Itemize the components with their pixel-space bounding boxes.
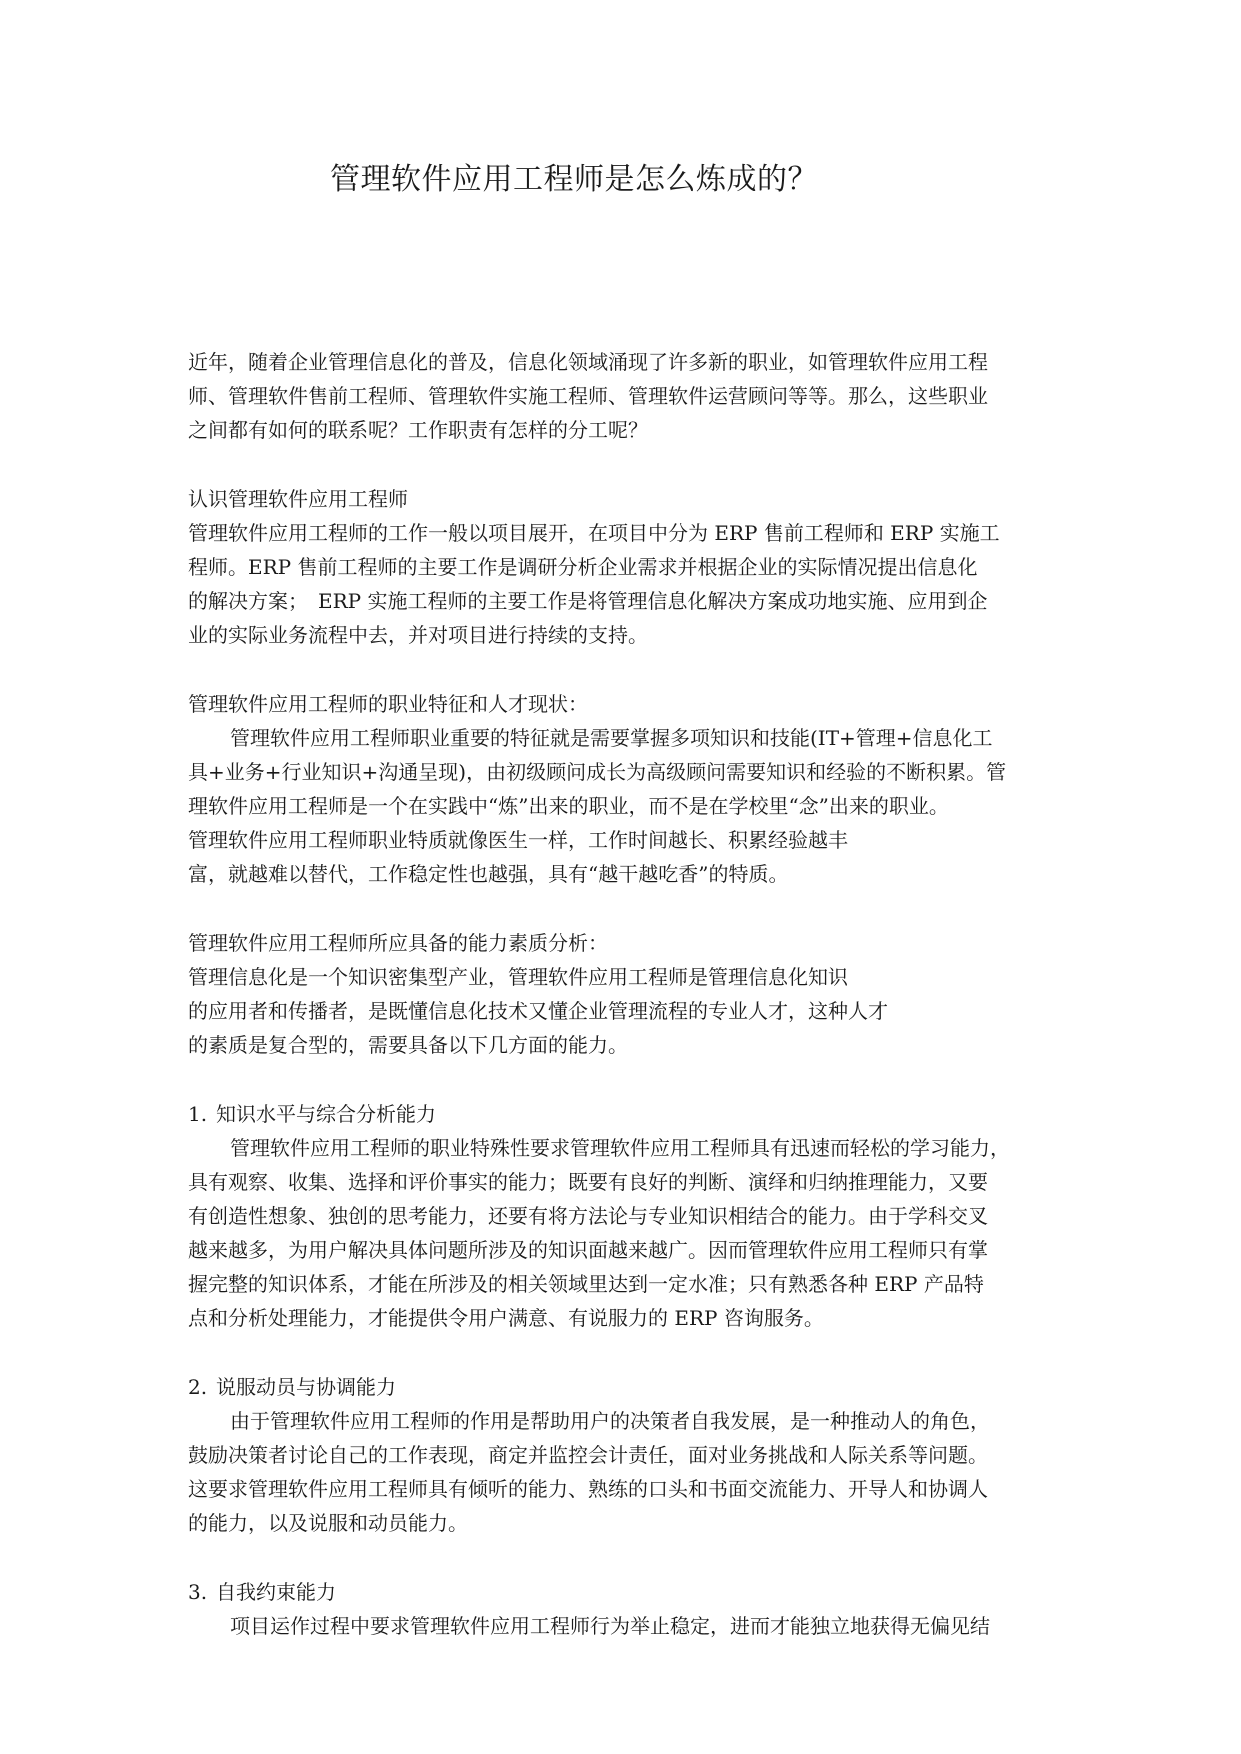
item-heading — [188, 1097, 1068, 1131]
document-title: 管理软件应用工程师是怎么炼成的？ — [330, 162, 818, 197]
paragraph-gap — [188, 447, 1068, 482]
text-line: 越来越多，为用户解决具体问题所涉及的知识面越来越广。因而管理软件应用工程师只有掌 — [188, 1238, 988, 1262]
intro-paragraph — [188, 345, 1068, 447]
section-heading: 管理软件应用工程师的职业特征和人才现状： — [188, 692, 588, 716]
text-line: 项目运作过程中要求管理软件应用工程师行为举止稳定，进而才能独立地获得无偏见结 — [230, 1614, 990, 1638]
paragraph-gap — [188, 1335, 1068, 1370]
text-line: 具有观察、收集、选择和评价事实的能力；既要有良好的判断、演绎和归纳推理能力，又要 — [188, 1170, 988, 1194]
text-line: 管理软件应用工程师职业重要的特征就是需要掌握多项知识和技能(IT+管理+信息化工 — [230, 726, 993, 750]
text-line: 管理软件应用工程师的职业特殊性要求管理软件应用工程师具有迅速而轻松的学习能力， — [230, 1136, 1010, 1160]
text-line: 有创造性想象、独创的思考能力，还要有将方法论与专业知识相结合的能力。由于学科交叉 — [188, 1204, 988, 1228]
paragraph-gap — [188, 1540, 1068, 1575]
item-number: 1. — [188, 1102, 208, 1126]
text-line: 管理软件应用工程师的工作一般以项目展开，在项目中分为 ERP 售前工程师和 ERP 实施工 — [188, 521, 1000, 545]
paragraph-gap — [188, 1062, 1068, 1097]
text-line: 师、管理软件售前工程师、管理软件实施工程师、管理软件运营顾问等等。那么，这些职业 — [188, 384, 988, 408]
text-line: 管理信息化是一个知识密集型产业，管理软件应用工程师是管理信息化知识 — [188, 965, 848, 989]
text-line: 管理软件应用工程师职业特质就像医生一样，工作时间越长、积累经验越丰 — [188, 828, 848, 852]
item-knowledge-analysis — [188, 1097, 1068, 1335]
text-line: 富，就越难以替代，工作稳定性也越强，具有“越干越吃香”的特质。 — [188, 862, 789, 886]
section-career-traits — [188, 687, 1068, 891]
item-self-discipline — [188, 1575, 1068, 1643]
text-line: 这要求管理软件应用工程师具有倾听的能力、熟练的口头和书面交流能力、开导人和协调人 — [188, 1477, 988, 1501]
text-line: 的应用者和传播者，是既懂信息化技术又懂企业管理流程的专业人才，这种人才 — [188, 999, 888, 1023]
text-line: 点和分析处理能力，才能提供令用户满意、有说服力的 ERP 咨询服务。 — [188, 1306, 824, 1330]
text-line: 具+业务+行业知识+沟通呈现)，由初级顾问成长为高级顾问需要知识和经验的不断积累。管 — [188, 760, 1007, 784]
text-line: 鼓励决策者讨论自己的工作表现，商定并监控会计责任，面对业务挑战和人际关系等问题。 — [188, 1443, 988, 1467]
text-line: 由于管理软件应用工程师的作用是帮助用户的决策者自我发展，是一种推动人的角色， — [230, 1409, 990, 1433]
text-line: 近年，随着企业管理信息化的普及，信息化领域涌现了许多新的职业，如管理软件应用工程 — [188, 350, 988, 374]
text-line: 握完整的知识体系，才能在所涉及的相关领域里达到一定水准；只有熟悉各种 ERP 产品特 — [188, 1272, 984, 1296]
text-line: 业的实际业务流程中去，并对项目进行持续的支持。 — [188, 623, 648, 647]
item-heading-text: 说服动员与协调能力 — [216, 1375, 396, 1399]
item-heading-text: 知识水平与综合分析能力 — [216, 1102, 436, 1126]
item-heading — [188, 1575, 1068, 1609]
text-line: 的解决方案； ERP 实施工程师的主要工作是将管理信息化解决方案成功地实施、应用到企 — [188, 589, 988, 613]
paragraph-gap — [188, 652, 1068, 687]
text-line: 的素质是复合型的，需要具备以下几方面的能力。 — [188, 1033, 628, 1057]
text-line: 理软件应用工程师是一个在实践中“炼”出来的职业，而不是在学校里“念”出来的职业。 — [188, 794, 949, 818]
section-understanding — [188, 482, 1068, 652]
text-line: 之间都有如何的联系呢？工作职责有怎样的分工呢？ — [188, 418, 648, 442]
paragraph-gap — [188, 891, 1068, 926]
item-number: 2. — [188, 1375, 208, 1399]
section-ability-analysis — [188, 926, 1068, 1062]
item-heading — [188, 1370, 1068, 1404]
item-heading-text: 自我约束能力 — [216, 1580, 336, 1604]
section-heading: 认识管理软件应用工程师 — [188, 487, 408, 511]
text-line: 程师。ERP 售前工程师的主要工作是调研分析企业需求并根据企业的实际情况提出信息化 — [188, 555, 978, 579]
document-body — [188, 345, 1068, 1643]
section-heading: 管理软件应用工程师所应具备的能力素质分析： — [188, 931, 608, 955]
item-persuasion-coordination — [188, 1370, 1068, 1540]
item-number: 3. — [188, 1580, 208, 1604]
text-line: 的能力，以及说服和动员能力。 — [188, 1511, 468, 1535]
